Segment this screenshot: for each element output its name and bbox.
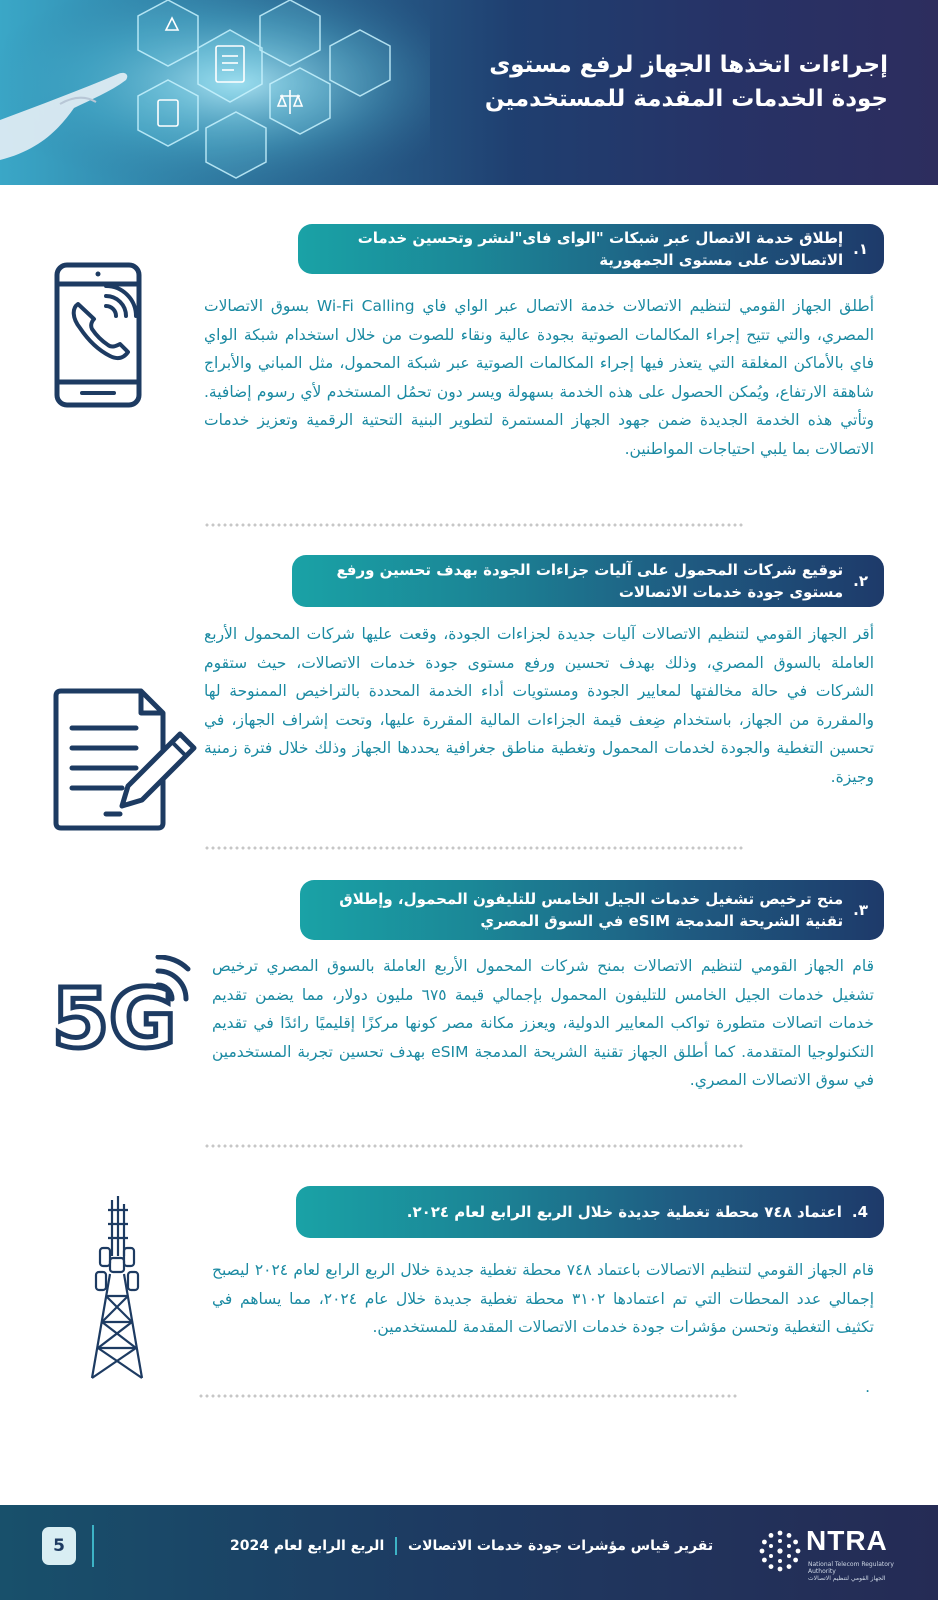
page-title: إجراءات اتخذها الجهاز لرفع مستوى جودة الخدمات المقدمة للمستخدمين — [484, 52, 888, 112]
ntra-logo-text: NTRA — [806, 1525, 888, 1556]
header-banner — [0, 0, 938, 185]
section-1-body: أطلق الجهاز القومي لتنظيم الاتصالات خدمة الاتصال عبر الواي فاي Wi-Fi Calling بسوق الاتصالات المصري، والتي تتيح إجراء المكالمات الصوتية بجودة عالية ونقاء للصوت من خلال استخدام شبكة الواي فاي بالأماكن المغلقة التي يتعذر فيها إجراء المكالمات الصوتية عبر شبكة المحمول، مثل المباني والأبراج شاهقة الارتفاع، ويُمكن الحصول على هذه الخدمة بسهولة ويسر دون تحمُل المستخدم لأي رسوم إضافية. وتأتي هذه الخدمة الجديدة ضمن جهود الجهاز المستمرة لتطوير البنية التحتية الرقمية وتعزيز خدمات الاتصالات بما يلبي احتياجات المواطنين. — [204, 297, 874, 458]
footer-report-name: تقرير قياس مؤشرات جودة خدمات الاتصالات — [408, 1538, 714, 1554]
5g-icon — [52, 955, 192, 1055]
section-4-trailing-dot: . — [865, 1378, 870, 1396]
footer-separator — [395, 1537, 397, 1555]
section-divider — [204, 521, 744, 529]
footer-period: الربع الرابع لعام 2024 — [230, 1538, 385, 1554]
page-number: 5 — [42, 1527, 76, 1565]
section-3-body: قام الجهاز القومي لتنظيم الاتصالات بمنح شركات المحمول الأربع العاملة بالسوق المصري ترخيص تشغيل خدمات الجيل الخامس للتليفون المحمول بإجمالي قيمة ٦٧٥ مليون دولار، مما يضمن تقديم خدمات اتصالات متطورة تواكب المعايير الدولية، ويعزز مكانة مصر كونها مركزًا إقليميًا رائدًا في تقديم التكنولوجيا المتقدمة. كما أطلق الجهاز تقنية الشريحة المدمجة eSIM بهدف تحسين تجربة المستخدمين في سوق الاتصالات المصري. — [212, 957, 874, 1089]
section-2-body: أقر الجهاز القومي لتنظيم الاتصالات آليات جديدة لجزاءات الجودة، وقعت عليها شركات المحمول الأربع العاملة بالسوق المصري، وذلك بهدف تحسين ورفع مستوى جودة خدمات الاتصالات، حيث ستقوم الشركات في حالة مخالفتها لمعايير الجودة ومستويات أداء الخدمة المحددة بالتراخيص الممنوحة لها والمقررة من الجهاز، باستخدام ضِعف قيمة الجزاءات المالية المقررة عليها، وتحت إشراف الجهاز، في تحسين التغطية والجودة لخدمات المحمول وتغطية مناطق جغرافية يحددها الجهاز وذلك خلال فترة زمنية وجيزة. — [204, 625, 874, 786]
section-divider — [204, 1142, 744, 1150]
digital-documents-hand-illustration — [0, 0, 430, 185]
section-4-heading — [296, 1186, 884, 1238]
section-divider — [204, 844, 744, 852]
ntra-logo-subtitle-en: National Telecom Regulatory Authority — [808, 1561, 894, 1575]
svg-text:5G: 5G — [52, 972, 177, 1055]
section-1-heading-text: إطلاق خدمة الاتصال عبر شبكات "الواى فاى"لنشر وتحسين خدمات الاتصالات على مستوى الجمهورية — [357, 229, 844, 269]
section-2-heading-text: توقيع شركات المحمول على آليات جزاءات الجودة بهدف تحسين ورفع مستوى جودة خدمات الاتصالات — [336, 561, 844, 601]
ntra-logo-subtitle-ar: الجهاز القومي لتنظيم الاتصالات — [808, 1575, 886, 1582]
section-1-number: ١. — [853, 240, 868, 258]
section-4-heading-text: اعتماد ٧٤٨ محطة تغطية جديدة خلال الربع الرابع لعام ٢٠٢٤. — [406, 1203, 842, 1221]
section-4-body: قام الجهاز القومي لتنظيم الاتصالات باعتماد ٧٤٨ محطة تغطية جديدة خلال الربع الرابع لعام ٢٠٢٤ ليصبح إجمالي عدد المحطات التي تم اعتمادها ٣١٠٢ محطة تغطية جديدة خلال عام ٢٠٢٤، مما يساهم في تكثيف التغطية وتحسن مؤشرات جودة خدمات الاتصالات المقدمة للمستخدمين. — [212, 1261, 875, 1336]
cell-tower-icon — [88, 1196, 146, 1380]
section-2-number: ٢. — [853, 572, 868, 590]
footer-report-title — [230, 1537, 713, 1555]
section-1-heading — [298, 224, 884, 274]
phone-call-icon — [54, 262, 142, 408]
ntra-logo-subtitle — [808, 1561, 908, 1582]
footer — [0, 1505, 938, 1600]
section-3-heading-text: منح ترخيص تشغيل خدمات الجيل الخامس للتليفون المحمول، وإطلاق تقنية الشريحة المدمجة eSIM في السوق المصري — [339, 890, 844, 930]
section-4-number: 4. — [851, 1203, 868, 1221]
page-number-separator — [92, 1525, 94, 1567]
section-3-number: ٣. — [853, 901, 868, 919]
section-3-heading — [300, 880, 884, 940]
section-divider — [198, 1392, 738, 1400]
section-2-heading — [292, 555, 884, 607]
contract-sign-icon — [50, 688, 200, 834]
ntra-logo — [758, 1523, 908, 1581]
ntra-dots-mark — [758, 1529, 802, 1573]
